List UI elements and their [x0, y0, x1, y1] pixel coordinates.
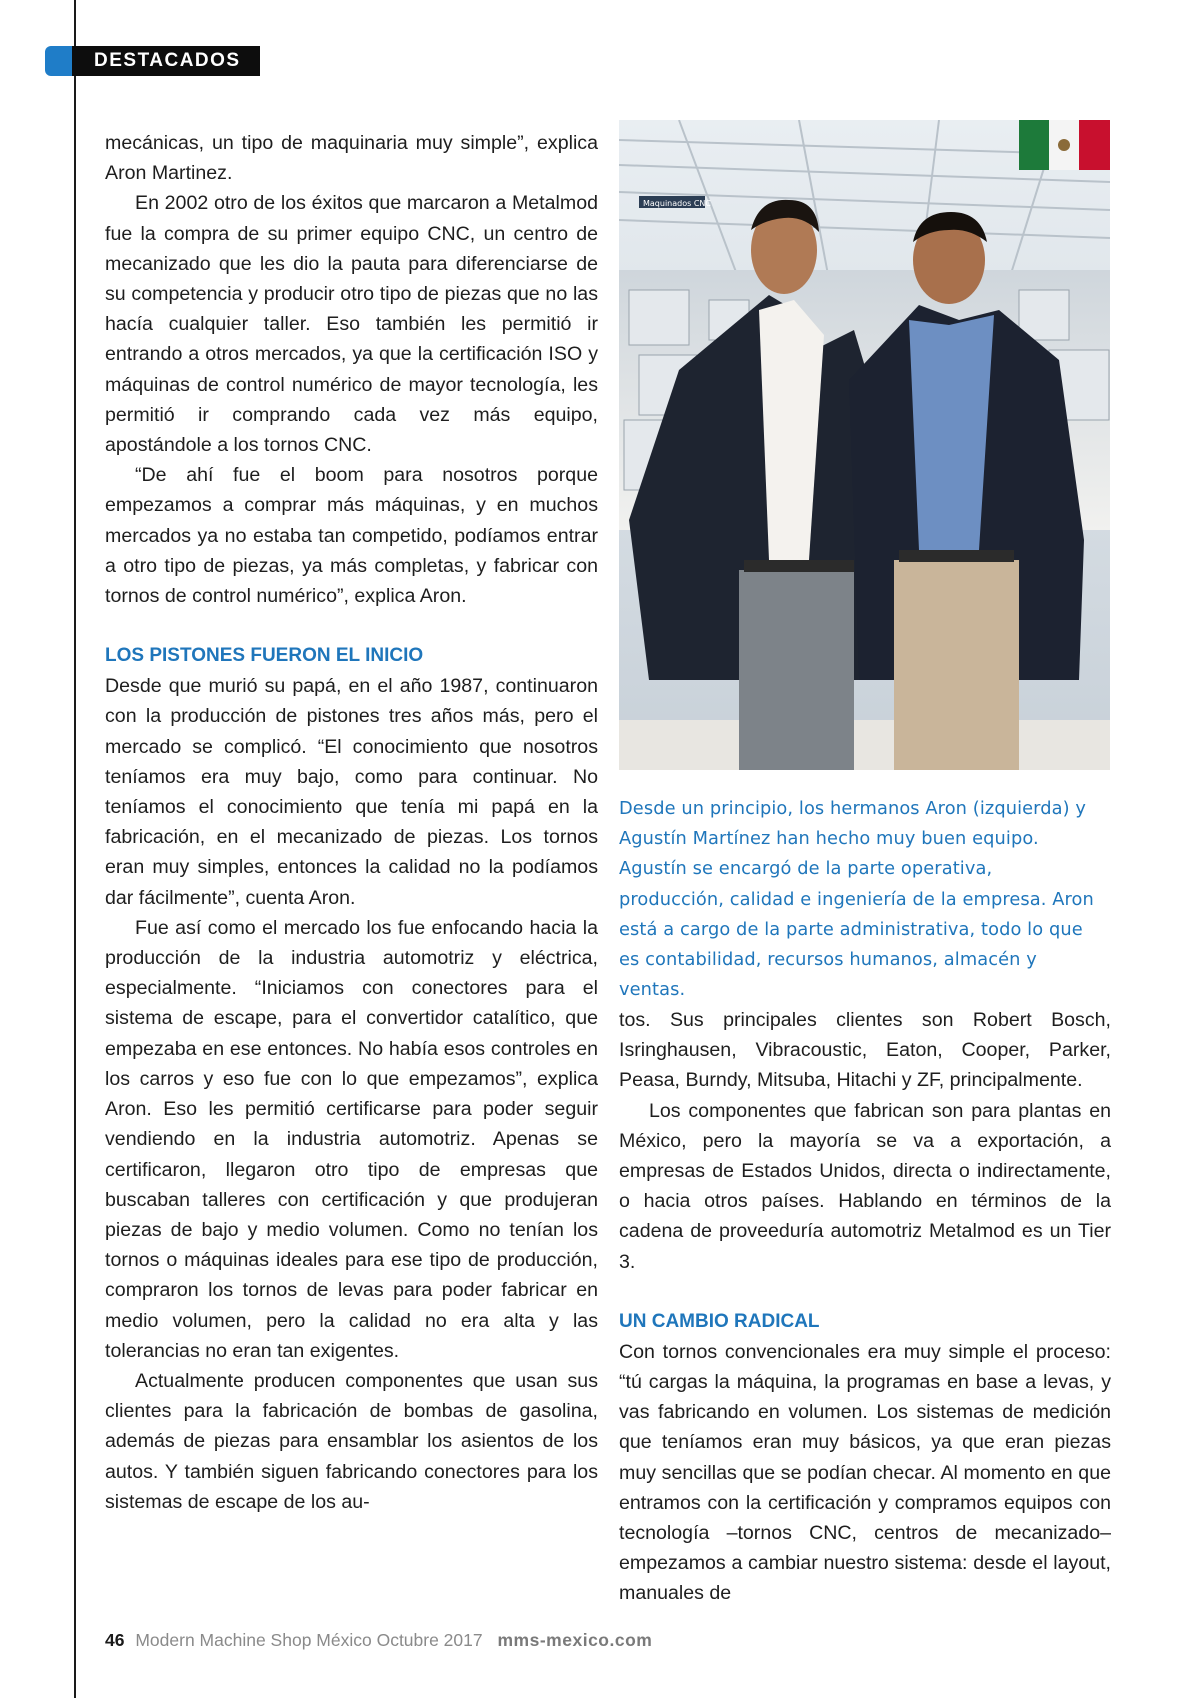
paragraph: “De ahí fue el boom para nosotros porque empezamos a comprar más máquinas, y en muchos mercados ya no estaba tan competido, podíamos entrar a otro tipo de piezas, ya más completas, y fabricar con tornos de control numérico”, explica Aron. [105, 464, 598, 608]
paragraph: Actualmente producen componentes que usan sus clientes para la fabricación de bombas de gasolina, además de piezas para ensamblar los asientos de los autos. Y también siguen fabricando conectores para los sistemas de escape de los au- [105, 1369, 598, 1513]
right-column [619, 1005, 1111, 1609]
paragraph: En 2002 otro de los éxitos que marcaron a Metalmod fue la compra de su primer equipo CNC, un centro de mecanizado que les dio la pauta para diferenciarse de su competencia y producir otro tipo de piezas que no las hacía cualquier taller. Eso también les permitió ir entrando a otros mercados, ya que la certificación ISO y máquinas de control numérico de mayor tecnología, les permitió ir comprando cada vez más equipo, apostándole a los tornos CNC. [105, 192, 598, 457]
photo-sign-text: Maquinados CNC [643, 199, 711, 208]
left-column [105, 128, 598, 1517]
paragraph: mecánicas, un tipo de maquinaria muy simple”, explica Aron Martinez. [105, 132, 598, 185]
caption-text: Desde un principio, los hermanos Aron (izquierda) y Agustín Martínez han hecho muy buen equipo. Agustín se encargó de la parte operativa, producción, calidad e ingeniería de la empresa. Aron está a cargo de la parte administrativa, todo lo que es contabilidad, recursos humanos, almacén y ventas. [619, 798, 1094, 1001]
site-url: mms-mexico.com [497, 1630, 653, 1650]
article-photo [619, 120, 1110, 770]
paragraph: Desde que murió su papá, en el año 1987, continuaron con la producción de pistones tres años más, pero el mercado se complicó. “El conocimiento que nosotros teníamos era muy bajo, como para continuar. No teníamos el conocimiento que tenía mi papá en la fabricación, en el mecanizado de piezas. Los tornos eran muy simples, entonces la calidad no la podíamos dar fácilmente”, cuenta Aron. [105, 675, 598, 909]
page-number: 46 [105, 1630, 125, 1650]
section-subhead: UN CAMBIO RADICAL [619, 1310, 820, 1332]
paragraph: tos. Sus principales clientes son Robert Bosch, Isringhausen, Vibracoustic, Eaton, Cooper, Parker, Peasa, Burndy, Mitsuba, Hitachi y ZF, principalmente. [619, 1009, 1111, 1092]
section-tab-label: DESTACADOS [72, 46, 260, 76]
photo-illustration [619, 120, 1110, 770]
photo-caption [619, 794, 1099, 1005]
page-footer [105, 1630, 652, 1651]
publication-name: Modern Machine Shop México Octubre 2017 [135, 1630, 483, 1650]
page-margin-rule [74, 0, 76, 1698]
section-subhead: LOS PISTONES FUERON EL INICIO [105, 645, 424, 667]
paragraph: Fue así como el mercado los fue enfocando hacia la producción de la industria automotriz y eléctrica, especialmente. “Iniciamos con conectores para el sistema de escape, para el convertidor catalítico, que empezaba en ese entonces. No había esos controles en los carros y eso fue con lo que empezamos”, explica Aron. Eso les permitió certificarse para poder seguir vendiendo en la industria automotriz. Apenas se certificaron, llegaron otro tipo de empresas que buscaban talleres con certificación y que produjeran piezas de bajo y medio volumen. Como no tenían los tornos o máquinas ideales para ese tipo de producción, compraron los tornos de levas para poder fabricar en medio volumen, pero la calidad no era alta y las tolerancias no eran tan exigentes. [105, 916, 598, 1362]
section-tab [45, 46, 260, 76]
paragraph: Con tornos convencionales era muy simple el proceso: “tú cargas la máquina, la programas en base a levas, y vas fabricando en volumen. Los sistemas de medición que teníamos eran muy básicos, ya que eran piezas muy sencillas que se podían checar. Al momento en que entramos con la certificación y compramos equipos con tecnología –tornos CNC, centros de mecanizado– empezamos a cambiar nuestro sistema: desde el layout, manuales de [619, 1340, 1111, 1605]
paragraph: Los componentes que fabrican son para plantas en México, pero la mayoría se va a exportación, a empresas de Estados Unidos, directa o indirectamente, o hacia otros países. Hablando en términos de la cadena de proveeduría automotriz Metalmod es un Tier 3. [619, 1099, 1111, 1273]
